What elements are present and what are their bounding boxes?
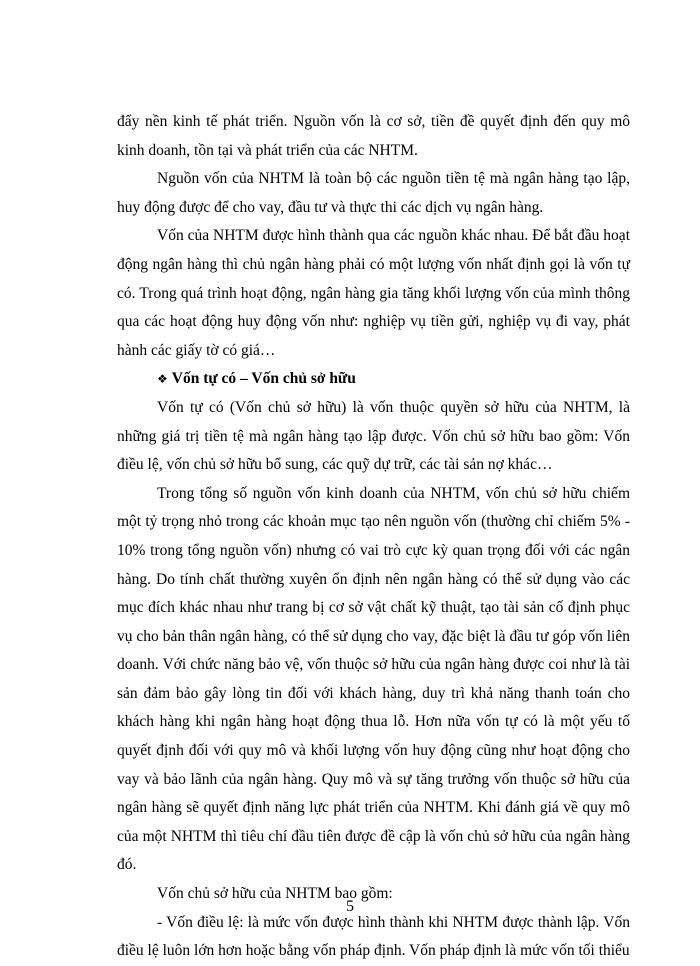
section-heading-text: Vốn tự có – Vốn chủ sở hữu <box>171 370 356 388</box>
section-heading <box>117 365 630 394</box>
page-body <box>117 108 630 966</box>
paragraph-own-capital: Vốn tự có (Vốn chủ sở hữu) là vốn thuộc quyền sở hữu của NHTM, là những giá trị tiền tệ mà ngân hàng tạo lập được. Vốn chủ sở hữu bao gồm: Vốn điều lệ, vốn chủ sở hữu bổ sung, các quỹ dự trữ, các tài sản nợ khác… <box>117 398 630 474</box>
paragraph-role: Trong tổng số nguồn vốn kinh doanh của NHTM, vốn chủ sở hữu chiếm một tỷ trọng nhỏ trong các khoản mục tạo nên nguồn vốn (thường chỉ chiếm 5% - 10% trong tổng nguồn vốn) nhưng có vai trò cực kỳ quan trọng đối với các ngân hàng. Do tính chất thường xuyên ổn định nên ngân hàng có thể sử dụng vào các mục đích khác nhau như trang bị cơ sở vật chất kỹ thuật, tạo tài sản cố định phục vụ cho bản thân ngân hàng, có thể sử dụng cho vay, đặc biệt là đầu tư góp vốn liên doanh. Với chức năng bảo vệ, vốn thuộc sở hữu của ngân hàng được coi như là tài sản đảm bảo gây lòng tin đối với khách hàng, duy trì khả năng thanh toán cho khách hàng khi ngân hàng hoạt động thua lỗ. Hơn nữa vốn tự có là một yếu tố quyết định đối với quy mô và khối lượng vốn huy động cũng như hoạt động cho vay và bảo lãnh của ngân hàng. Quy mô và sự tăng trưởng vốn thuộc sở hữu của ngân hàng sẽ quyết định năng lực phát triển của NHTM. Khi đánh giá về quy mô của một NHTM thì tiêu chí đầu tiên được đề cập là vốn chủ sở hữu của ngân hàng đó. <box>117 484 630 874</box>
paragraph-definition: Nguồn vốn của NHTM là toàn bộ các nguồn tiền tệ mà ngân hàng tạo lập, huy động được để cho vay, đầu tư và thực thi các dịch vụ ngân hàng. <box>117 170 630 216</box>
paragraph-continuation: đẩy nền kinh tế phát triển. Nguồn vốn là cơ sở, tiền đề quyết định đến quy mô kinh doanh, tồn tại và phát triển của các NHTM. <box>117 113 630 159</box>
page-number: 5 <box>346 898 354 915</box>
paragraph-components-intro: Vốn chủ sở hữu của NHTM bao gồm: <box>157 885 393 903</box>
diamond-bullet-icon: ❖ <box>157 372 168 387</box>
paragraph-sources: Vốn của NHTM được hình thành qua các nguồn khác nhau. Để bắt đầu hoạt động ngân hàng thì chủ ngân hàng phải có một lượng vốn nhất định gọi là vốn tự có. Trong quá trình hoạt động, ngân hàng gia tăng khối lượng vốn của mình thông qua các hoạt động huy động vốn như: nghiệp vụ tiền gửi, nghiệp vụ đi vay, phát hành các giấy tờ có giá… <box>117 227 630 359</box>
paragraph-charter-capital: - Vốn điều lệ: là mức vốn được hình thành khi NHTM được thành lập. Vốn điều lệ luôn lớn hơn hoặc bằng vốn pháp định. Vốn pháp định là mức vốn tối thiểu <box>117 913 630 960</box>
